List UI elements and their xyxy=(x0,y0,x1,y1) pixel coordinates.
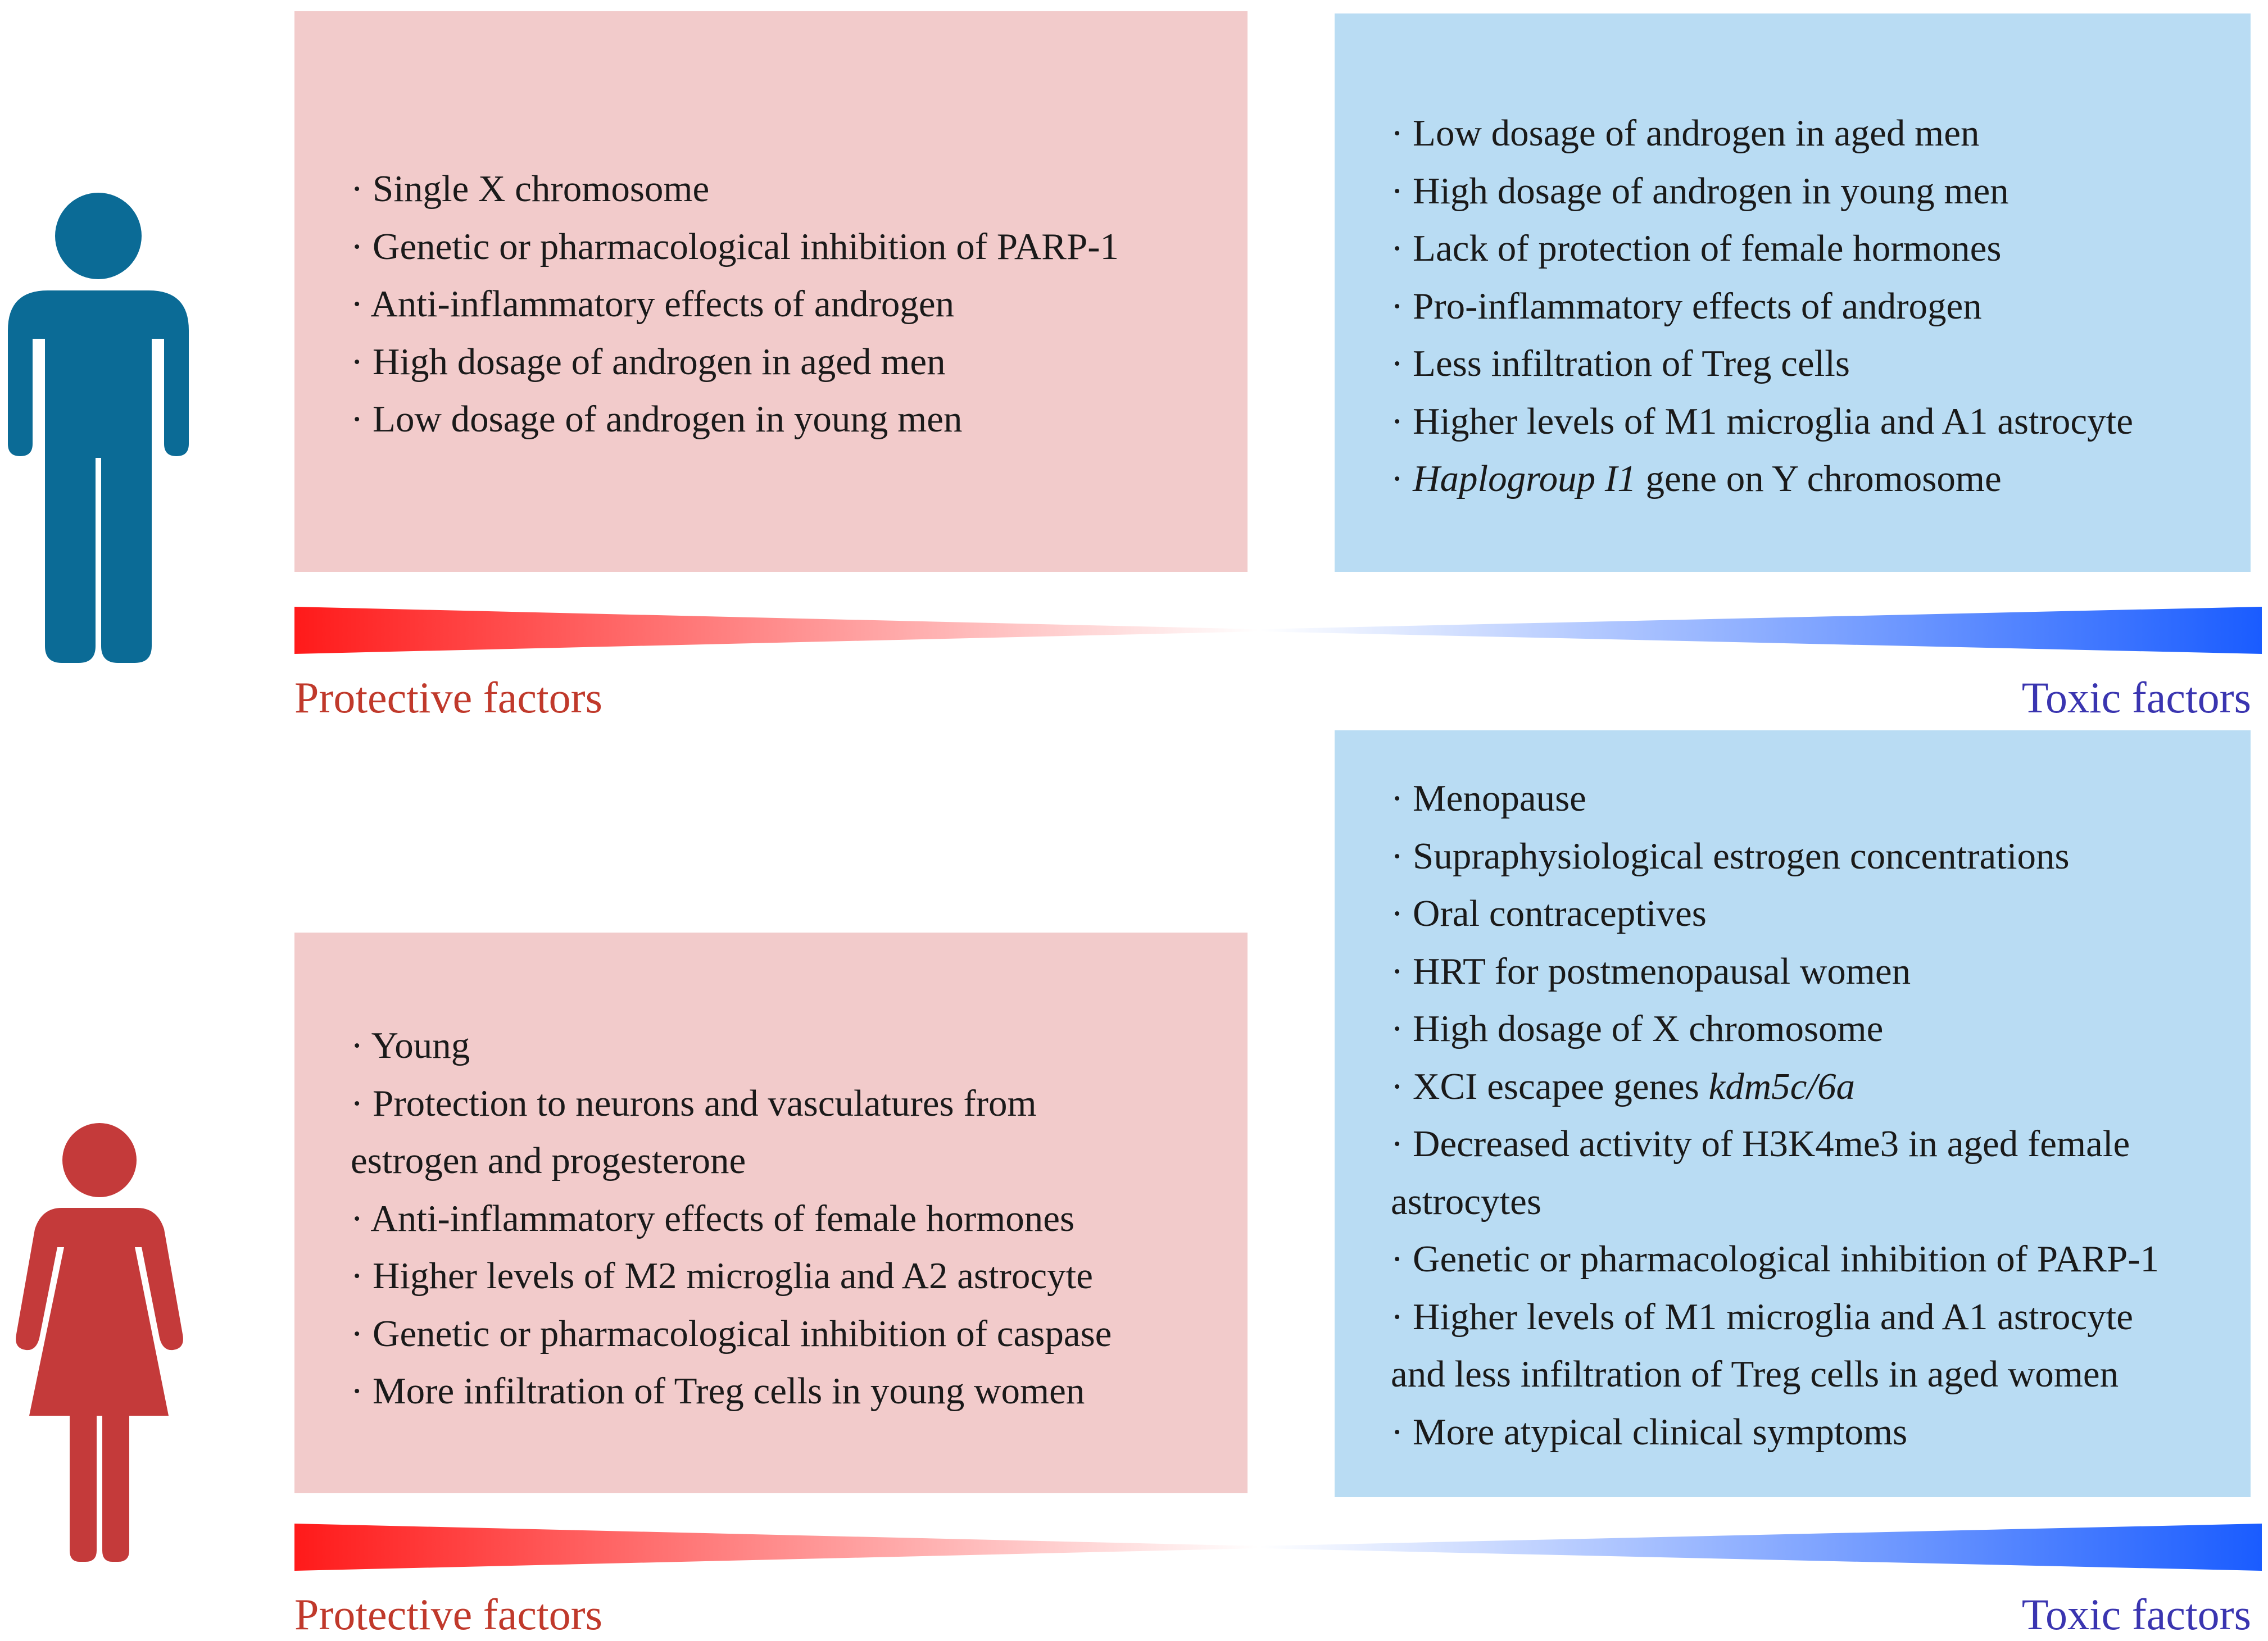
female-figure xyxy=(16,1123,183,1562)
female-protective-label: Protective factors xyxy=(294,1590,602,1639)
female-gradient-bar xyxy=(0,1512,2268,1591)
list-item: · Anti-inflammatory effects of female hormones xyxy=(351,1197,1075,1239)
female-protective-list xyxy=(351,1017,1194,1420)
list-item: · Higher levels of M2 microglia and A2 astrocyte xyxy=(351,1255,1094,1297)
list-item xyxy=(1391,1058,2239,1116)
list-item: · Less infiltration of Treg cells xyxy=(1391,343,1850,384)
list-item: · Genetic or pharmacological inhibition of PARP-1 xyxy=(1391,1238,2160,1280)
list-item: · High dosage of X chromosome xyxy=(1391,1008,1884,1049)
male-toxic-box xyxy=(1335,13,2251,572)
list-item xyxy=(1391,450,2239,508)
list-item: · Low dosage of androgen in aged men xyxy=(1391,112,1980,154)
protective-wedge xyxy=(294,607,1259,654)
male-protective-box xyxy=(294,11,1248,572)
female-toxic-list xyxy=(1391,770,2239,1461)
male-person-icon xyxy=(0,180,202,843)
list-item: · Higher levels of M1 microglia and A1 astrocyte and less infiltration of Treg cells in aged women xyxy=(1391,1295,2134,1395)
gene-name: kdm5c/6a xyxy=(1708,1065,1855,1107)
item-prefix: · XCI escapee genes xyxy=(1391,1065,1709,1107)
list-item: · Low dosage of androgen in young men xyxy=(351,398,963,440)
list-item: · Supraphysiological estrogen concentrations xyxy=(1391,835,2070,877)
toxic-wedge xyxy=(1259,1524,2262,1571)
male-gradient-bar xyxy=(0,596,2268,674)
list-item: · Menopause xyxy=(1391,778,1586,819)
female-toxic-box xyxy=(1335,730,2251,1497)
list-item: · High dosage of androgen in young men xyxy=(1391,170,2009,212)
list-item: · More atypical clinical symptoms xyxy=(1391,1411,1908,1453)
list-item: · More infiltration of Treg cells in young women xyxy=(351,1370,1085,1412)
item-suffix: gene on Y chromosome xyxy=(1636,458,2002,499)
list-item: · Lack of protection of female hormones xyxy=(1391,228,2002,269)
protective-wedge xyxy=(294,1524,1259,1571)
male-protective-label: Protective factors xyxy=(294,673,602,722)
list-item: · Young xyxy=(351,1025,470,1066)
male-figure xyxy=(8,193,189,663)
list-item: · Genetic or pharmacological inhibition of PARP-1 xyxy=(351,225,1119,267)
female-protective-box xyxy=(294,933,1248,1493)
list-item: · HRT for postmenopausal women xyxy=(1391,950,1911,992)
male-toxic-label: Toxic factors xyxy=(2021,673,2251,722)
list-item: · Higher levels of M1 microglia and A1 astrocyte xyxy=(1391,400,2134,442)
list-item: · Pro-inflammatory effects of androgen xyxy=(1391,285,1982,327)
list-item: · Anti-inflammatory effects of androgen xyxy=(351,283,955,325)
list-item: · Single X chromosome xyxy=(351,168,710,210)
gene-name: Haplogroup I1 xyxy=(1413,458,1636,499)
female-toxic-label: Toxic factors xyxy=(2021,1590,2251,1639)
list-item: · Protection to neurons and vasculatures from estrogen and progesterone xyxy=(351,1082,1037,1181)
toxic-wedge xyxy=(1259,607,2262,654)
list-item: · High dosage of androgen in aged men xyxy=(351,340,946,383)
list-item: · Decreased activity of H3K4me3 in aged female astrocytes xyxy=(1391,1123,2130,1222)
male-toxic-list xyxy=(1391,104,2239,508)
male-protective-list xyxy=(351,160,1227,448)
list-item: · Oral contraceptives xyxy=(1391,893,1707,934)
list-item: · Genetic or pharmacological inhibition of caspase xyxy=(351,1312,1112,1354)
item-prefix: · xyxy=(1391,458,1413,499)
